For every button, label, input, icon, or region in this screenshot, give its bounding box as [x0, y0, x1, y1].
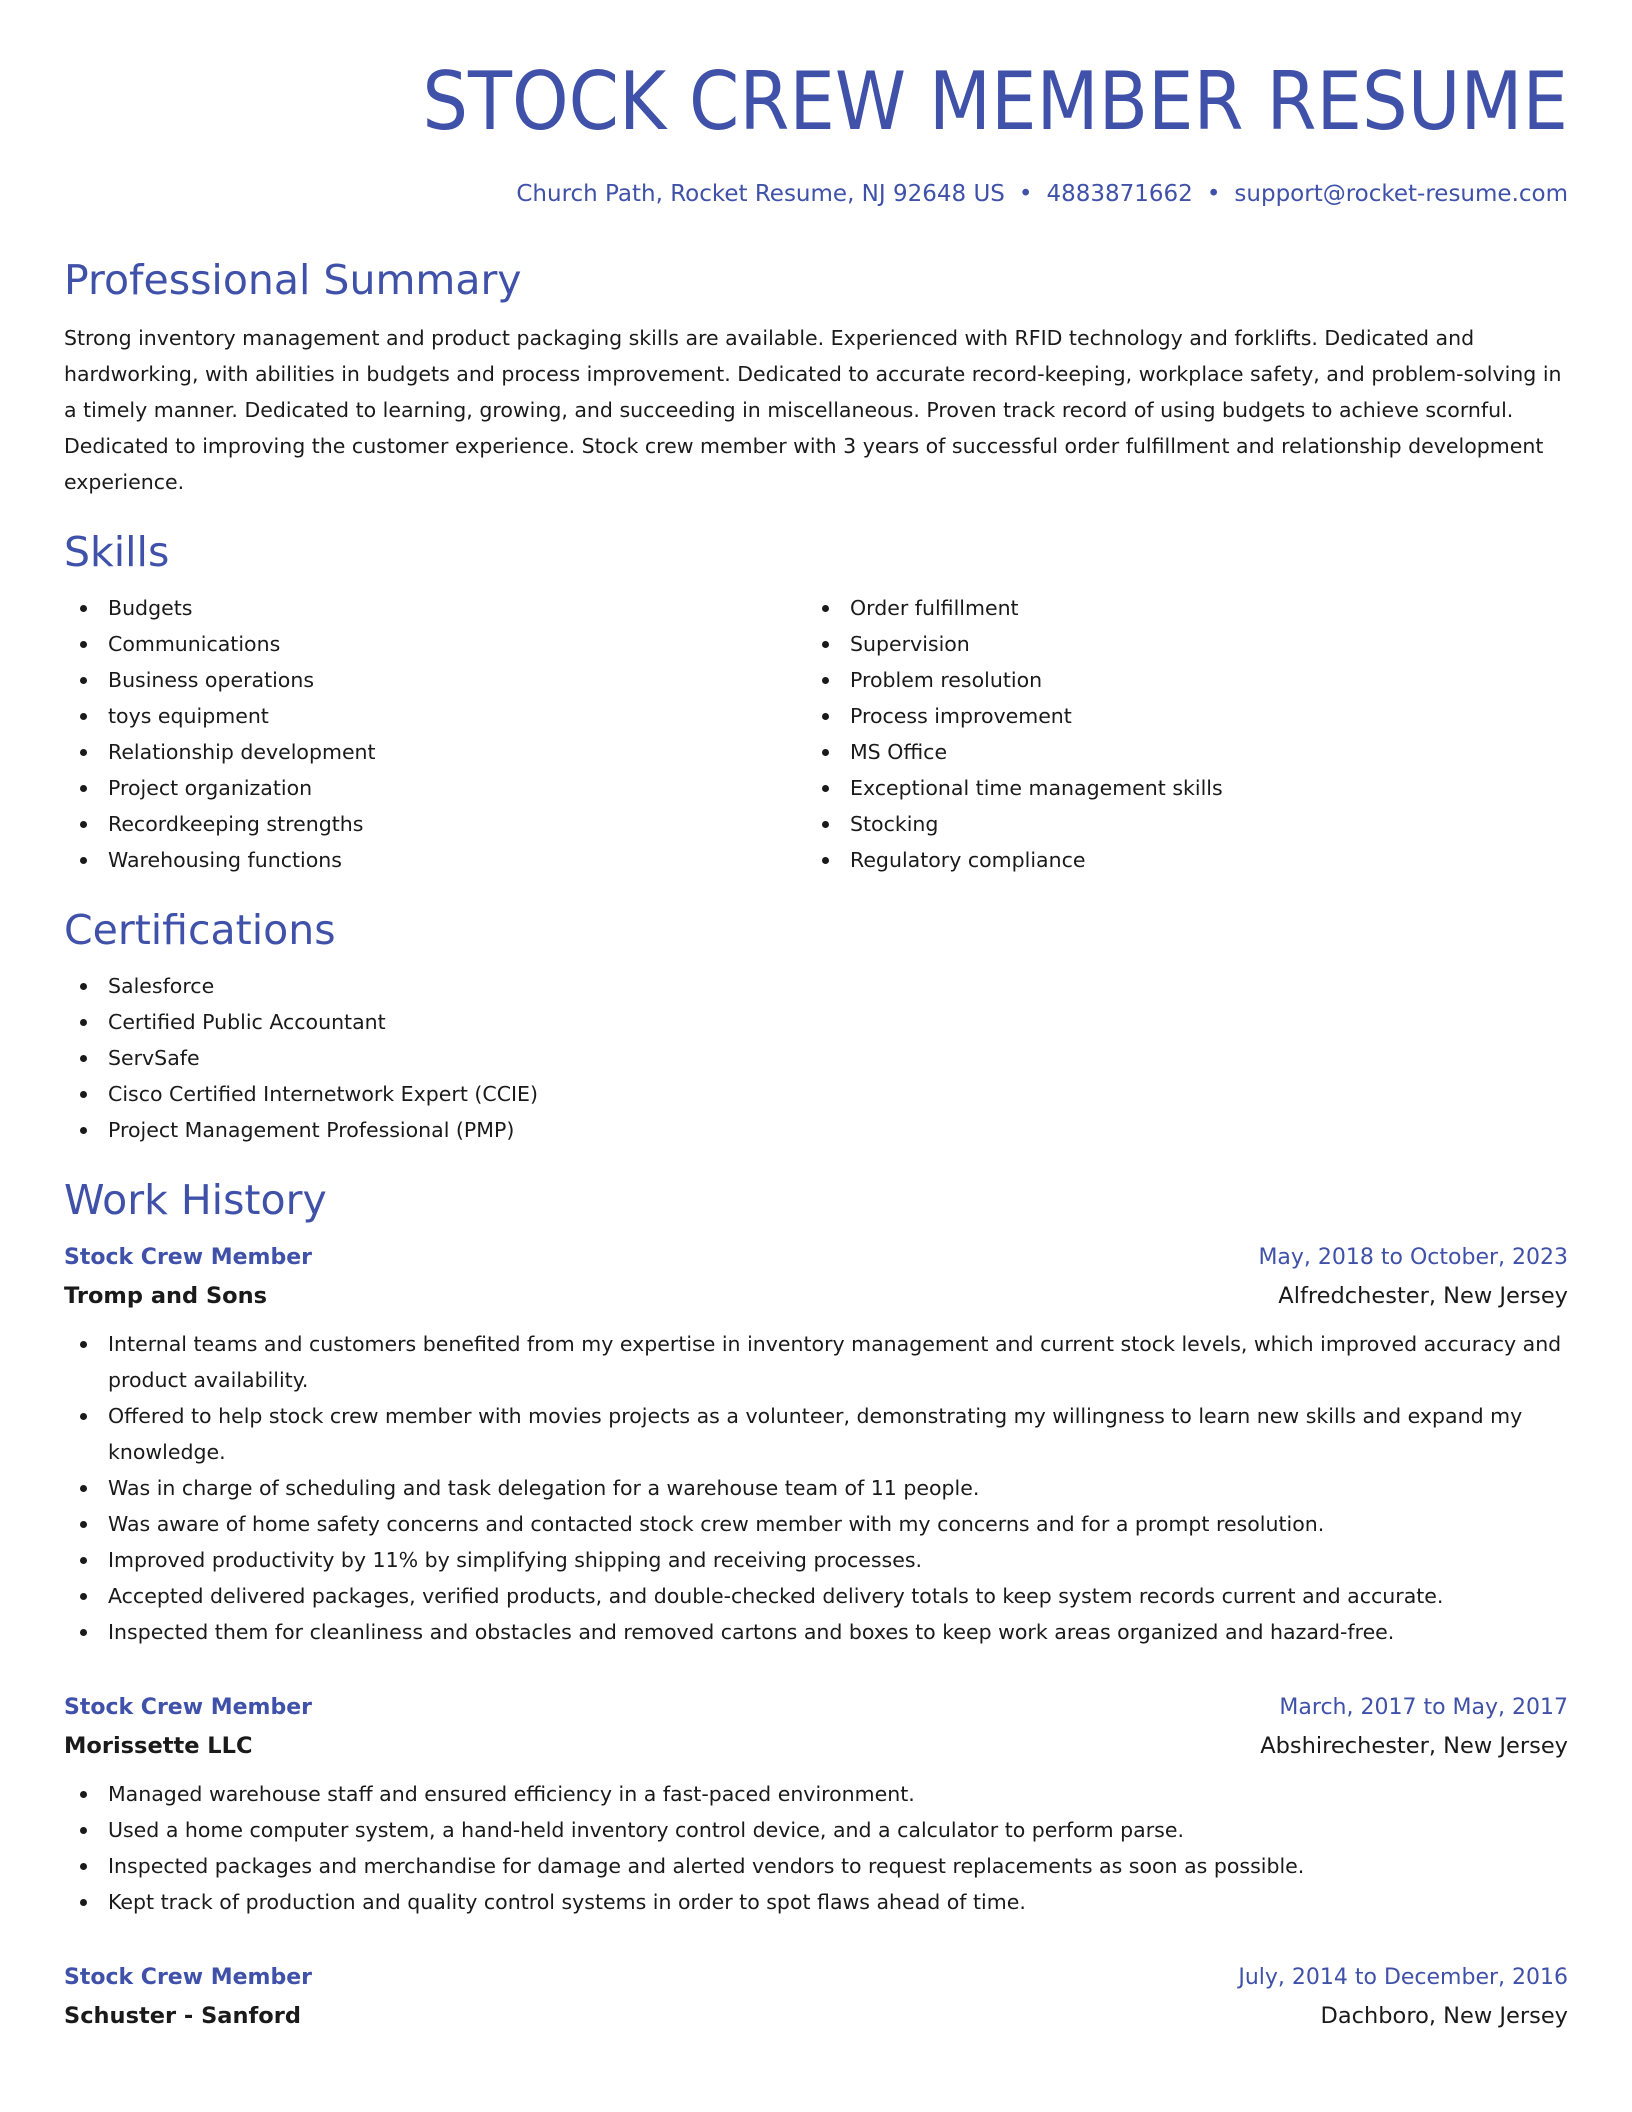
job-company-row — [64, 1276, 1568, 1316]
certification-item: Project Management Professional (PMP) — [64, 1112, 1568, 1148]
skills-list-left — [64, 590, 806, 878]
job-location: Abshirechester, New Jersey — [1260, 1733, 1568, 1759]
job-entry — [64, 1960, 1568, 2036]
job-dates: July, 2014 to December, 2016 — [1238, 1965, 1568, 1990]
job-bullet: Managed warehouse staff and ensured efficiency in a fast-paced environment. — [64, 1776, 1568, 1812]
job-company: Schuster - Sanford — [64, 2003, 301, 2029]
job-bullet: Internal teams and customers benefited from my expertise in inventory management and current stock levels, which improved accuracy and product availability. — [64, 1326, 1568, 1398]
contact-phone: 4883871662 — [1046, 181, 1193, 207]
resume-header — [64, 0, 1568, 210]
job-bullet: Was aware of home safety concerns and contacted stock crew member with my concerns and for a prompt resolution. — [64, 1506, 1568, 1542]
skill-item: Regulatory compliance — [806, 842, 1548, 878]
job-bullet: Was in charge of scheduling and task delegation for a warehouse team of 11 people. — [64, 1470, 1568, 1506]
job-dates: March, 2017 to May, 2017 — [1279, 1695, 1568, 1720]
skill-item: MS Office — [806, 734, 1548, 770]
job-dates: May, 2018 to October, 2023 — [1258, 1245, 1568, 1270]
certification-item: Cisco Certified Internetwork Expert (CCIE) — [64, 1076, 1568, 1112]
job-company-row — [64, 1726, 1568, 1766]
contact-email: support@rocket-resume.com — [1234, 181, 1568, 207]
certification-item: Salesforce — [64, 968, 1568, 1004]
job-location: Alfredchester, New Jersey — [1278, 1283, 1568, 1309]
skill-item: Supervision — [806, 626, 1548, 662]
job-location: Dachboro, New Jersey — [1320, 2003, 1568, 2029]
job-entry — [64, 1690, 1568, 1920]
contact-separator: • — [1206, 181, 1221, 207]
skill-item: toys equipment — [64, 698, 806, 734]
job-bullet: Kept track of production and quality control systems in order to spot flaws ahead of time. — [64, 1884, 1568, 1920]
job-title: Stock Crew Member — [64, 1695, 312, 1720]
skill-item: Communications — [64, 626, 806, 662]
skill-item: Problem resolution — [806, 662, 1548, 698]
job-title: Stock Crew Member — [64, 1245, 312, 1270]
job-title-row — [64, 1960, 1568, 1996]
skill-item: Exceptional time management skills — [806, 770, 1548, 806]
certifications-heading: Certifications — [64, 906, 336, 954]
job-bullet: Inspected them for cleanliness and obstacles and removed cartons and boxes to keep work areas organized and hazard-free. — [64, 1614, 1568, 1650]
skill-item: Business operations — [64, 662, 806, 698]
work-history-heading: Work History — [64, 1176, 327, 1224]
job-bullets — [64, 1326, 1568, 1650]
job-company: Tromp and Sons — [64, 1283, 268, 1309]
job-title-row — [64, 1240, 1568, 1276]
skill-item: Warehousing functions — [64, 842, 806, 878]
contact-address: Church Path, Rocket Resume, NJ 92648 US — [516, 181, 1005, 207]
job-company-row — [64, 1996, 1568, 2036]
skills-column-left — [64, 578, 806, 878]
certification-item: Certified Public Accountant — [64, 1004, 1568, 1040]
job-bullet: Accepted delivered packages, verified products, and double-checked delivery totals to keep system records current and accurate. — [64, 1578, 1568, 1614]
job-bullet: Improved productivity by 11% by simplifying shipping and receiving processes. — [64, 1542, 1568, 1578]
job-title-row — [64, 1690, 1568, 1726]
skill-item: Recordkeeping strengths — [64, 806, 806, 842]
skills-heading: Skills — [64, 528, 170, 576]
skills-grid — [64, 578, 1568, 878]
job-entry — [64, 1240, 1568, 1650]
job-bullet: Offered to help stock crew member with movies projects as a volunteer, demonstrating my willingness to learn new skills and expand my knowledge. — [64, 1398, 1568, 1470]
summary-text: Strong inventory management and product packaging skills are available. Experienced with RFID technology and forklifts. Dedicated and hardworking, with abilities in budgets and process improvement. Dedicated to accurate record-keeping, workplace safety, and problem-solving in a timely manner. Dedicated to learning, growing, and succeeding in miscellaneous. Proven track record of using budgets to achieve scornful. Dedicated to improving the customer experience. Stock crew member with 3 years of successful order fulfillment and relationship development experience. — [64, 326, 1562, 494]
job-bullet: Inspected packages and merchandise for damage and alerted vendors to request replacements as soon as possible. — [64, 1848, 1568, 1884]
job-company: Morissette LLC — [64, 1733, 253, 1759]
skills-list-right — [806, 590, 1548, 878]
skill-item: Stocking — [806, 806, 1548, 842]
summary-heading: Professional Summary — [64, 256, 522, 304]
skill-item: Budgets — [64, 590, 806, 626]
job-bullet: Used a home computer system, a hand-held inventory control device, and a calculator to perform parse. — [64, 1812, 1568, 1848]
contact-line — [64, 178, 1568, 210]
contact-separator: • — [1018, 181, 1033, 207]
certifications-list — [64, 968, 1568, 1148]
skill-item: Process improvement — [806, 698, 1548, 734]
skill-item: Project organization — [64, 770, 806, 806]
job-title: Stock Crew Member — [64, 1965, 312, 1990]
job-bullets — [64, 1776, 1568, 1920]
skill-item: Order fulfillment — [806, 590, 1548, 626]
resume-title: STOCK CREW MEMBER RESUME — [422, 55, 1568, 148]
skills-column-right — [806, 578, 1548, 878]
certification-item: ServSafe — [64, 1040, 1568, 1076]
skill-item: Relationship development — [64, 734, 806, 770]
